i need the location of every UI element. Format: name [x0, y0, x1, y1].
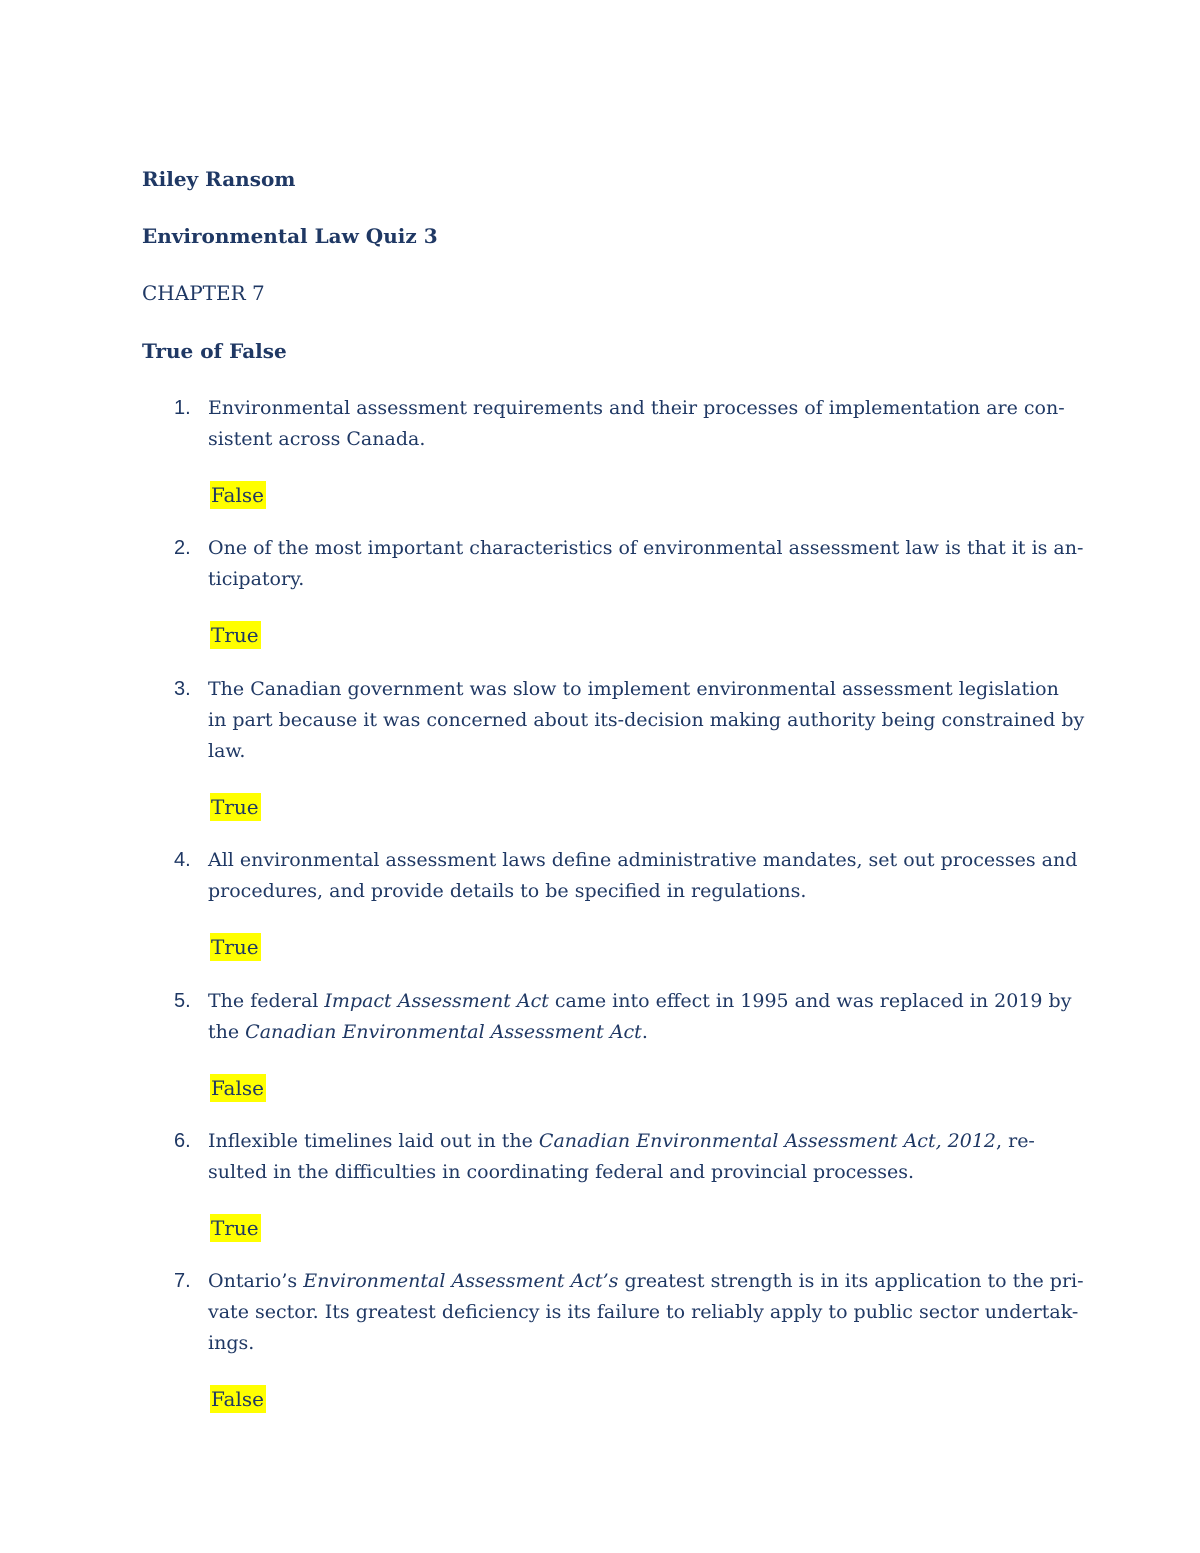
- question-text: [208, 1126, 1068, 1188]
- student-name: Riley Ransom: [142, 167, 296, 191]
- question-number: 1.: [174, 397, 191, 419]
- question-text: [208, 1266, 1084, 1359]
- section-title: True of False: [142, 339, 287, 363]
- question-text-segment: came into effect in 1995 and was replaced in 2019 by: [548, 990, 1072, 1012]
- question-line: [208, 1328, 1068, 1359]
- answer-highlight: True: [211, 935, 259, 959]
- question-text: [208, 674, 1085, 767]
- question-line: [208, 1266, 1084, 1297]
- question-number: 4.: [174, 849, 191, 871]
- act-title-italic: Canadian Environmental Assessment Act, 2012: [538, 1130, 997, 1152]
- answer-highlight: True: [211, 1216, 259, 1240]
- question-number: 3.: [174, 678, 191, 700]
- question-text-segment: vate sector. Its greatest deficiency is its failure to reliably apply to public sector undertak-: [208, 1301, 1079, 1323]
- question-line: [208, 986, 1072, 1017]
- question-line: [208, 533, 1084, 564]
- chapter-heading: CHAPTER 7: [142, 281, 265, 305]
- answer-highlight: False: [211, 1387, 264, 1411]
- question-text-segment: ings.: [208, 1332, 255, 1354]
- question-line: [208, 1157, 1068, 1188]
- question-text-segment: Inflexible timelines laid out in the: [208, 1130, 539, 1152]
- act-title-italic: Impact Assessment Act: [324, 990, 549, 1012]
- question-text-segment: , re-: [996, 1130, 1035, 1152]
- question-line: [208, 1126, 1068, 1157]
- course-title: Environmental Law Quiz 3: [142, 224, 438, 248]
- question-line: [208, 1297, 1079, 1328]
- question-number: 7.: [174, 1270, 191, 1292]
- answer-highlight: False: [211, 483, 264, 507]
- question-text-segment: The Canadian government was slow to implement environmental assessment legislation: [208, 678, 1059, 700]
- question-text-segment: law.: [208, 740, 246, 762]
- question-text: [208, 986, 1072, 1048]
- question-text-segment: Environmental assessment requirements and their processes of implementation are con-: [208, 397, 1065, 419]
- question-line: [208, 845, 1078, 876]
- question-text-segment: sulted in the difficulties in coordinating federal and provincial processes.: [208, 1161, 915, 1183]
- question-text: [208, 393, 1068, 455]
- question-text-segment: greatest strength is in its application to the pri-: [618, 1270, 1084, 1292]
- question-number: 2.: [174, 537, 191, 559]
- question-text-segment: procedures, and provide details to be specified in regulations.: [208, 880, 807, 902]
- question-text-segment: the: [208, 1021, 246, 1043]
- answer-highlight: True: [211, 623, 259, 647]
- question-line: [208, 705, 1085, 736]
- question-line: [208, 674, 1068, 705]
- question-text: [208, 533, 1084, 595]
- act-title-italic: Environmental Assessment Act’s: [303, 1270, 619, 1292]
- question-line: [208, 564, 1068, 595]
- question-line: [208, 1017, 1068, 1048]
- question-line: [208, 424, 1068, 455]
- question-text-segment: The federal: [208, 990, 325, 1012]
- question-line: [208, 736, 1068, 767]
- question-text-segment: ticipatory.: [208, 568, 305, 590]
- question-text-segment: .: [641, 1021, 648, 1043]
- question-text-segment: sistent across Canada.: [208, 428, 426, 450]
- question-number: 5.: [174, 990, 191, 1012]
- question-text-segment: in part because it was concerned about its-decision making authority being constrained by: [208, 709, 1085, 731]
- question-number: 6.: [174, 1130, 191, 1152]
- question-text-segment: Ontario’s: [208, 1270, 304, 1292]
- answer-highlight: False: [211, 1076, 264, 1100]
- question-text-segment: One of the most important characteristics of environmental assessment law is that it is an-: [208, 537, 1084, 559]
- answer-highlight: True: [211, 795, 259, 819]
- act-title-italic: Canadian Environmental Assessment Act: [245, 1021, 642, 1043]
- question-text: [208, 845, 1078, 907]
- question-text-segment: All environmental assessment laws define administrative mandates, set out processes and: [208, 849, 1078, 871]
- question-line: [208, 876, 1068, 907]
- question-line: [208, 393, 1068, 424]
